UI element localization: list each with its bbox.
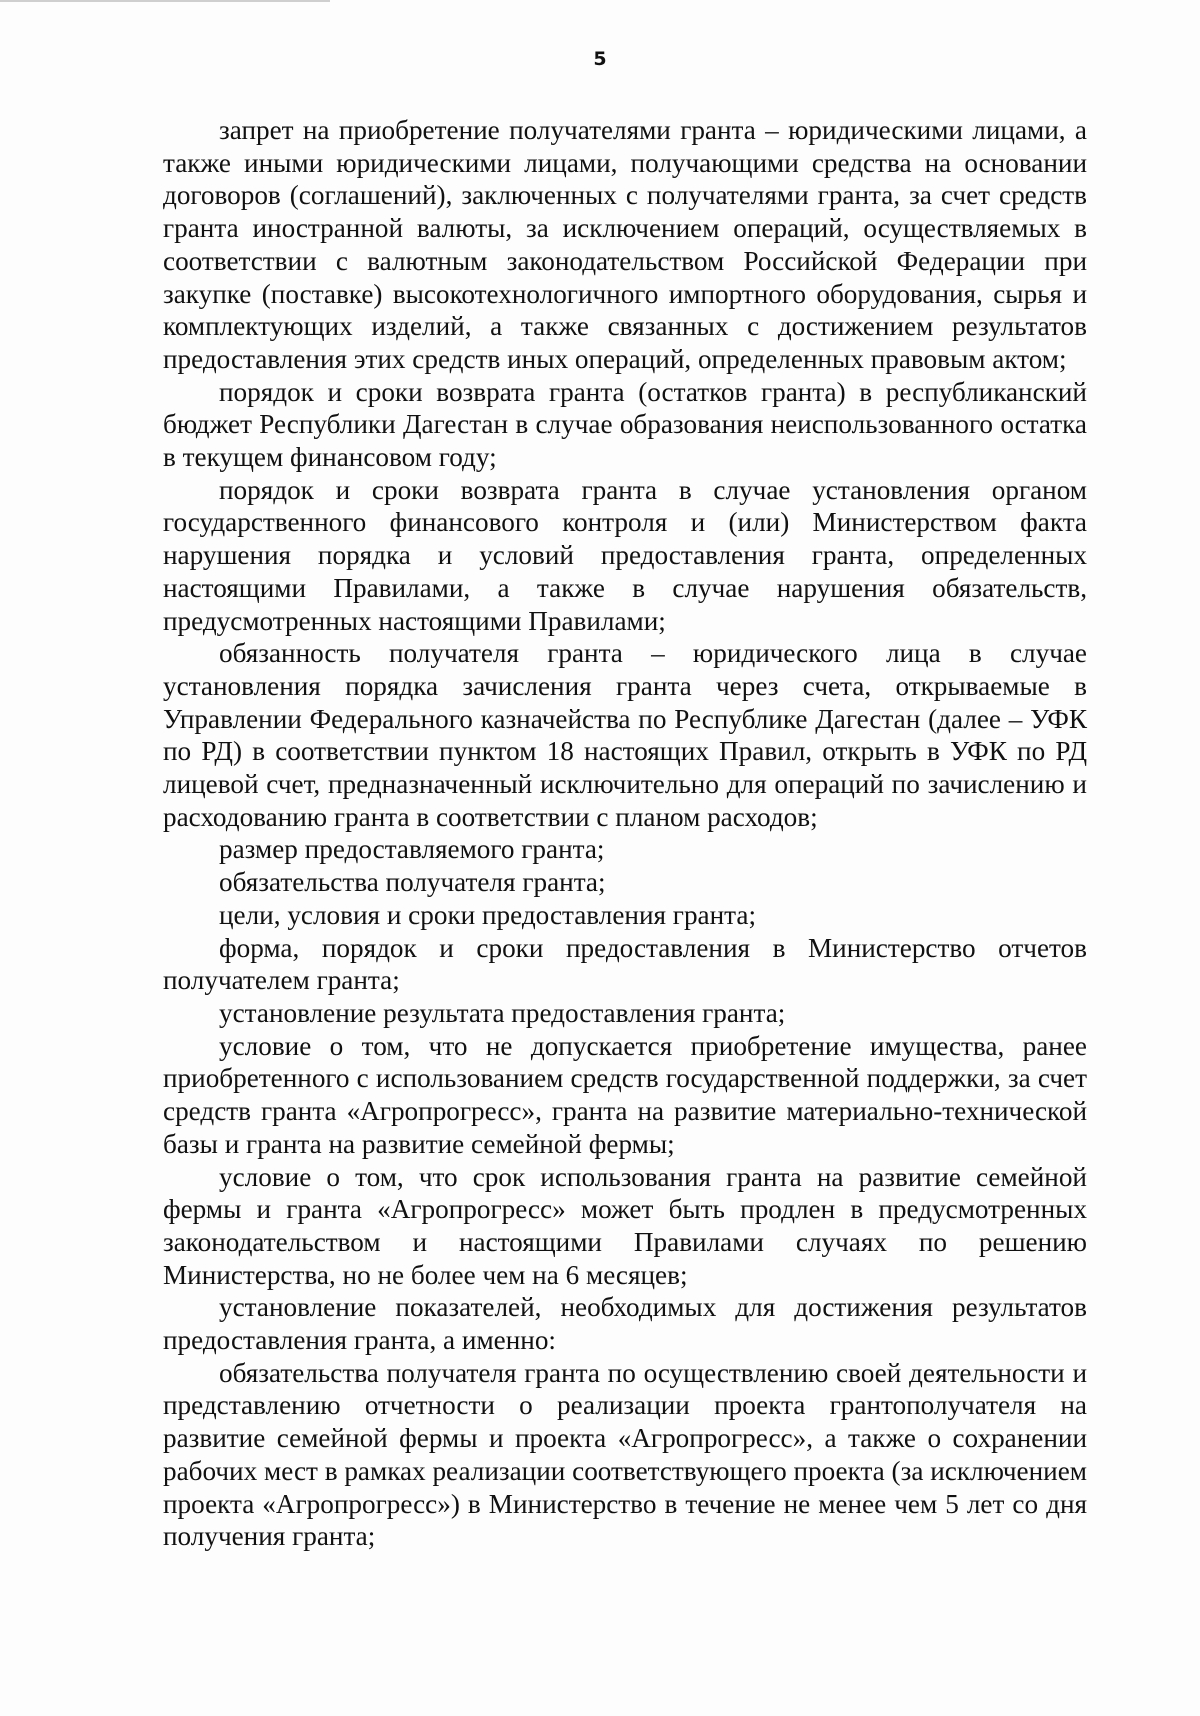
paragraph-grant-result: установление результата предоставления гранта;	[219, 997, 786, 1028]
paragraph-goals-terms: цели, условия и сроки предоставления гранта;	[219, 899, 757, 930]
paragraph-term-extension: условие о том, что срок использования гранта на развитие семейной фермы и гранта «Агропрогресс» может быть продлен в предусмотренных законодательством и настоящими Правилами случаях по решению Министерства, но не более чем на 6 месяцев;	[163, 1161, 1087, 1290]
paragraph-recipient-obligations: обязательства получателя гранта;	[219, 867, 606, 898]
scan-edge-line	[0, 0, 330, 2]
paragraph-currency-prohibition: запрет на приобретение получателями гранта – юридическими лицами, а также иными юридическими лицами, получающими средства на основании договоров (соглашений), заключенных с получателями гранта, за счет средств гранта иностранной валюты, за исключением операций, осуществляемых в соответствии с валютным законодательством Российской Федерации при закупке (поставке) высокотехнологичного импортного оборудования, сырья и комплектующих изделий, а также связанных с достижением результатов предоставления этих средств иных операций, определенных правовым актом;	[163, 115, 1087, 374]
paragraph-return-violation: порядок и сроки возврата гранта в случае установления органом государственного финансового контроля и (или) Министерством факта нарушения порядка и условий предоставления гранта, определенных настоящими Правилами, а также в случае нарушения обязательств, предусмотренных настоящими Правилами;	[163, 474, 1087, 636]
document-body	[163, 114, 1087, 1553]
paragraph-activity-obligations: обязательства получателя гранта по осуществлению своей деятельности и представлению отчетности о реализации проекта грантополучателя на развитие семейной фермы и проекта «Агропрогресс», а также о сохранении рабочих мест в рамках реализации соответствующего проекта (за исключением проекта «Агропрогресс») в Министерство в течение не менее чем 5 лет со дня получения гранта;	[163, 1357, 1087, 1552]
page-number: 5	[593, 48, 607, 70]
paragraph-reporting-form: форма, порядок и сроки предоставления в Министерство отчетов получателем гранта;	[163, 932, 1087, 996]
paragraph-return-remainder: порядок и сроки возврата гранта (остатков гранта) в республиканский бюджет Республики Дагестан в случае образования неиспользованного остатка в текущем финансовом году;	[163, 376, 1087, 473]
paragraph-treasury-account: обязанность получателя гранта – юридического лица в случае установления порядка зачисления гранта через счета, открываемые в Управлении Федерального казначейства по Республике Дагестан (далее – УФК по РД) в соответствии пунктом 18 настоящих Правил, открыть в УФК по РД лицевой счет, предназначенный исключительно для операций по зачислению и расходованию гранта в соответствии с планом расходов;	[163, 638, 1087, 832]
paragraph-grant-size: размер предоставляемого гранта;	[219, 834, 605, 865]
paragraph-property-condition: условие о том, что не допускается приобретение имущества, ранее приобретенного с использованием средств государственной поддержки, за счет средств гранта «Агропрогресс», гранта на развитие материально-технической базы и гранта на развитие семейной фермы;	[163, 1030, 1087, 1159]
paragraph-indicators: установление показателей, необходимых для достижения результатов предоставления гранта, а именно:	[163, 1292, 1087, 1356]
